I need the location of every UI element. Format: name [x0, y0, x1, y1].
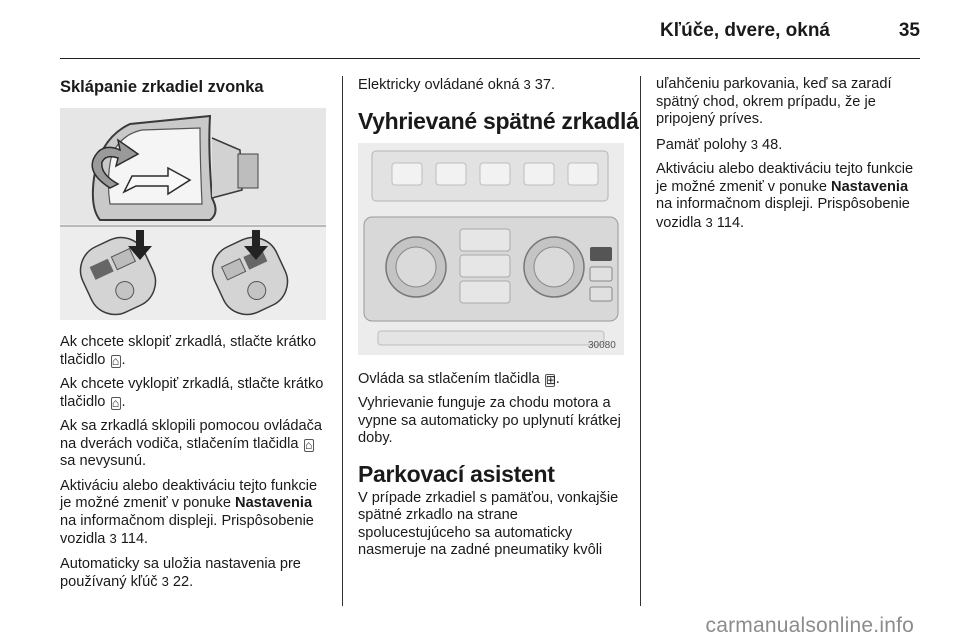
column-divider	[342, 76, 343, 606]
paragraph-parking-assist: V prípade zrkadiel s pamäťou, vonkajšie spätné zrkadlo na strane spolucestujúceho sa automaticky nasmeruje na zadné pneumatiky kvôli	[358, 489, 619, 558]
paragraph-heater-operation: Vyhrievanie funguje za chodu motora a vypne sa automaticky po uplynutí krátkej doby.	[358, 395, 621, 446]
paragraph-driver-control: Ak sa zrkadlá sklopili pomocou ovládača na dverách vodiča, stlačením tlačidla ⌂ sa nevysunú.	[60, 418, 323, 469]
page-reference-icon: 3	[523, 77, 531, 92]
paragraph-memory-position: Pamäť polohy 3 48.	[656, 136, 783, 153]
paragraph-settings: Aktiváciu alebo deaktiváciu tejto funkcie je možné zmeniť v ponuke Nastavenia na informačnom displeji. Prispôsobenie vozidla 3 114.	[60, 477, 318, 547]
settings-term: Nastavenia	[235, 495, 313, 511]
paragraph-key-memory: Automaticky sa uložia nastavenia pre používaný kľúč 3 22.	[60, 555, 301, 590]
page-reference-icon: 3	[161, 574, 169, 589]
mirror-folding-illustration	[60, 108, 326, 320]
settings-term: Nastavenia	[831, 178, 909, 195]
paragraph-fold: Ak chcete sklopiť zrkadlá, stlačte krátko tlačidlo ⌂ .	[60, 334, 317, 368]
page-reference-icon: 3	[705, 214, 713, 230]
column-divider	[640, 76, 641, 606]
climate-control-panel-illustration	[358, 143, 624, 355]
figure-code: 30080	[588, 339, 616, 351]
section-heading-mirror-folding: Sklápanie zrkadiel zvonka	[60, 78, 264, 96]
fold-button-icon: ⌂	[111, 353, 120, 368]
column-1	[60, 76, 326, 599]
paragraph-unfold: Ak chcete vyklopiť zrkadlá, stlačte krátko tlačidlo ⌂ .	[60, 376, 324, 410]
header-rule	[60, 58, 920, 59]
page-reference-icon: 3	[109, 531, 117, 546]
section-heading-heated-mirrors: Vyhrievané spätné zrkadlá	[358, 107, 639, 134]
column-3	[656, 76, 922, 239]
page-number: 35	[898, 20, 920, 41]
section-heading-parking-assist: Parkovací asistent	[358, 460, 555, 487]
page-header	[60, 0, 920, 62]
paragraph-parking-continued: uľahčeniu parkovania, keď sa zaradí spätný chod, okrem prípadu, že je pripojený príves.	[656, 76, 892, 127]
paragraph-heater-button: Ovláda sa stlačením tlačidla ⊞.	[358, 370, 560, 387]
watermark: carmanualsonline.info	[705, 614, 914, 637]
page-reference-icon: 3	[750, 136, 758, 152]
mirror-heater-icon: ⊞	[545, 372, 556, 387]
paragraph-settings: Aktiváciu alebo deaktiváciu tejto funkcie je možné zmeniť v ponuke Nastavenia na informačnom displeji. Prispôsobenie vozidla 3 114.	[656, 161, 914, 231]
chapter-title: Kľúče, dvere, okná	[660, 20, 830, 41]
unfold-button-icon: ⌂	[111, 395, 120, 410]
paragraph-power-windows: Elektricky ovládané okná 3 37.	[358, 77, 556, 93]
column-2	[358, 76, 639, 560]
unfold-button-icon: ⌂	[304, 437, 313, 452]
